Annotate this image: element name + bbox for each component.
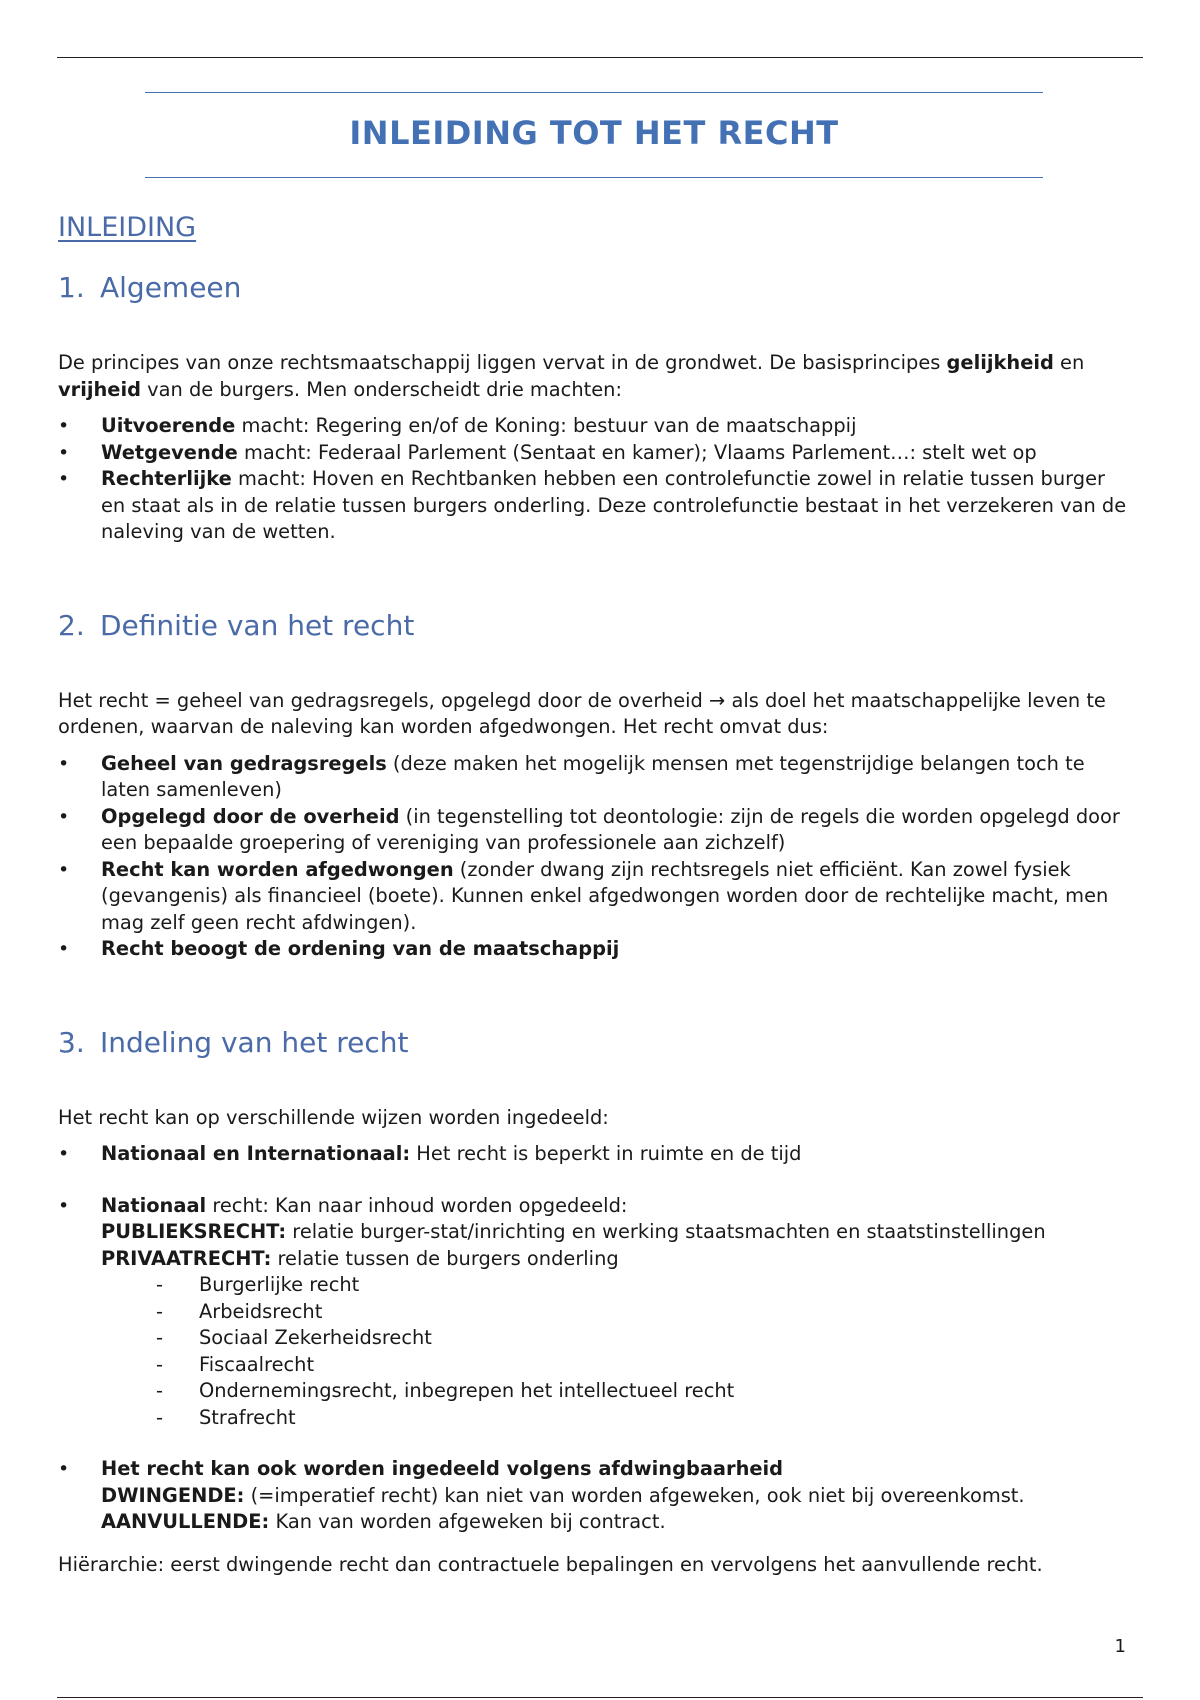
item-text: macht: Hoven en Rechtbanken hebben een controlefunctie zowel in relatie tussen burger en staat als in de relatie tussen burgers onderling. Deze controlefunctie bestaat in het verzekeren van de naleving van de wetten. bbox=[101, 467, 1127, 543]
list-machten bbox=[58, 413, 1128, 546]
bold-term: Rechterlijke bbox=[101, 467, 232, 490]
item-text: recht: Kan naar inhoud worden opgedeeld: bbox=[206, 1193, 628, 1217]
list-item bbox=[58, 466, 1128, 546]
list-item bbox=[58, 936, 1128, 963]
document-title: INLEIDING TOT HET RECHT bbox=[349, 114, 839, 152]
dash-icon: - bbox=[156, 1352, 163, 1376]
title-block bbox=[145, 92, 1043, 178]
section-number: 2. bbox=[58, 608, 85, 642]
bullet-icon: • bbox=[58, 1458, 70, 1480]
list-item bbox=[156, 1325, 1128, 1352]
item-text: relatie tussen de burgers onderling bbox=[271, 1246, 619, 1270]
list-indeling-afdwingbaarheid bbox=[58, 1456, 1128, 1536]
section-title: Algemeen bbox=[100, 271, 242, 304]
section-number: 1. bbox=[58, 271, 85, 304]
bold-term: Nationaal en Internationaal: bbox=[101, 1142, 411, 1165]
dash-icon: - bbox=[156, 1273, 163, 1296]
list-item bbox=[58, 1193, 1128, 1432]
section-heading-algemeen bbox=[58, 270, 1128, 306]
bullet-icon: • bbox=[58, 468, 70, 490]
list-indeling-nationaal bbox=[58, 1193, 1128, 1432]
item-text: (in tegenstelling tot deontologie: zijn de regels die worden opgelegd door een bepaalde groepering of vereniging van professionele aan zichzelf) bbox=[101, 804, 1120, 854]
item-text: relatie burger-stat/inrichting en werking staatsmachten en staatstinstellingen bbox=[286, 1220, 1046, 1243]
list-indeling bbox=[58, 1141, 1128, 1168]
paragraph-intro-indeling: Het recht kan op verschillende wijzen worden ingedeeld: bbox=[58, 1105, 609, 1129]
bold-term: Recht beoogt de ordening van de maatschappij bbox=[101, 937, 620, 960]
bullet-icon: • bbox=[58, 858, 70, 881]
item-text: (=imperatief recht) kan niet van worden afgeweken, ook niet bij overeenkomst. bbox=[244, 1483, 1025, 1507]
bold-term: Uitvoerende bbox=[101, 414, 236, 437]
list-item bbox=[156, 1405, 1128, 1432]
item-text: Sociaal Zekerheidsrecht bbox=[199, 1326, 432, 1349]
item-text: Strafrecht bbox=[199, 1405, 296, 1429]
bold-term: PRIVAATRECHT: bbox=[101, 1246, 272, 1270]
bullet-icon: • bbox=[58, 938, 70, 960]
bullet-icon: • bbox=[58, 415, 70, 437]
paragraph-intro-algemeen bbox=[58, 350, 1128, 403]
text-run: en bbox=[1053, 351, 1085, 374]
item-text: Fiscaalrecht bbox=[199, 1352, 315, 1376]
list-item bbox=[58, 440, 1128, 467]
page-top-rule bbox=[57, 57, 1143, 58]
section-heading-definitie bbox=[58, 608, 1128, 644]
section-number: 3. bbox=[58, 1025, 85, 1059]
section-title: Indeling van het recht bbox=[100, 1025, 409, 1059]
bold-term: DWINGENDE: bbox=[101, 1483, 245, 1507]
item-text: macht: Regering en/of de Koning: bestuur van de maatschappij bbox=[235, 414, 857, 437]
list-item bbox=[156, 1378, 1128, 1405]
paragraph-intro-definitie: Het recht = geheel van gedragsregels, opgelegd door de overheid → als doel het maatschappelijke leven te ordenen, waarvan de naleving kan worden afgedwongen. Het recht omvat dus: bbox=[58, 688, 1106, 738]
item-text: (zonder dwang zijn rechtsregels niet efficiënt. Kan zowel fysiek (gevangenis) als financieel (boete). Kunnen enkel afgedwongen worden door de rechtelijke macht, men mag zelf geen recht afdwingen). bbox=[101, 857, 1109, 934]
dash-icon: - bbox=[156, 1379, 163, 1402]
text-run: van de burgers. Men onderscheidt drie machten: bbox=[140, 377, 622, 401]
item-text: Arbeidsrecht bbox=[199, 1299, 323, 1323]
bullet-icon: • bbox=[58, 441, 70, 464]
bold-term: vrijheid bbox=[58, 377, 141, 401]
bold-term: Geheel van gedragsregels bbox=[101, 751, 387, 775]
bold-term: PUBLIEKSRECHT: bbox=[101, 1220, 287, 1243]
item-text: Het recht is beperkt in ruimte en de tijd bbox=[410, 1142, 802, 1165]
bold-term: gelijkheid bbox=[946, 351, 1054, 374]
bullet-icon: • bbox=[58, 805, 70, 828]
bullet-icon: • bbox=[58, 752, 70, 775]
bold-term: Wetgevende bbox=[101, 440, 238, 464]
page-number: 1 bbox=[1114, 1636, 1126, 1657]
chapter-heading: INLEIDING bbox=[58, 212, 197, 243]
section-heading-indeling bbox=[58, 1025, 1128, 1061]
list-item bbox=[58, 751, 1128, 804]
item-text: Burgerlijke recht bbox=[199, 1273, 360, 1296]
bold-term: AANVULLENDE: bbox=[101, 1510, 270, 1533]
document-body bbox=[58, 210, 1128, 1588]
text-run: De principes van onze rechtsmaatschappij liggen vervat in de grondwet. De basisprincipes bbox=[58, 351, 947, 374]
page-bottom-rule bbox=[57, 1697, 1143, 1698]
bold-term: Opgelegd door de overheid bbox=[101, 804, 400, 828]
item-text: macht: Federaal Parlement (Sentaat en kamer); Vlaams Parlement…: stelt wet op bbox=[237, 440, 1037, 464]
dash-icon: - bbox=[156, 1405, 163, 1429]
list-definitie bbox=[58, 751, 1128, 963]
section-title: Definitie van het recht bbox=[100, 608, 415, 642]
item-text: Ondernemingsrecht, inbegrepen het intellectueel recht bbox=[199, 1379, 735, 1402]
list-item bbox=[58, 413, 1128, 440]
bold-term: Nationaal bbox=[101, 1193, 207, 1217]
list-item bbox=[58, 1456, 1128, 1536]
bullet-icon: • bbox=[58, 1194, 70, 1217]
paragraph-hierarchie: Hiërarchie: eerst dwingende recht dan contractuele bepalingen en vervolgens het aanvullende recht. bbox=[58, 1552, 1043, 1576]
bullet-icon: • bbox=[58, 1143, 70, 1165]
list-item bbox=[58, 1141, 1128, 1168]
dash-icon: - bbox=[156, 1326, 163, 1349]
list-item bbox=[58, 857, 1128, 937]
dash-icon: - bbox=[156, 1299, 163, 1323]
list-privaatrecht bbox=[101, 1272, 1128, 1431]
item-text: (deze maken het mogelijk mensen met tegenstrijdige belangen toch te laten samenleven) bbox=[101, 751, 1085, 801]
bold-term: Het recht kan ook worden ingedeeld volgens afdwingbaarheid bbox=[101, 1457, 784, 1480]
list-item bbox=[58, 804, 1128, 857]
list-item bbox=[156, 1299, 1128, 1326]
list-item bbox=[156, 1272, 1128, 1299]
bold-term: Recht kan worden afgedwongen bbox=[101, 857, 454, 881]
list-item bbox=[156, 1352, 1128, 1379]
item-text: Kan van worden afgeweken bij contract. bbox=[269, 1510, 666, 1533]
